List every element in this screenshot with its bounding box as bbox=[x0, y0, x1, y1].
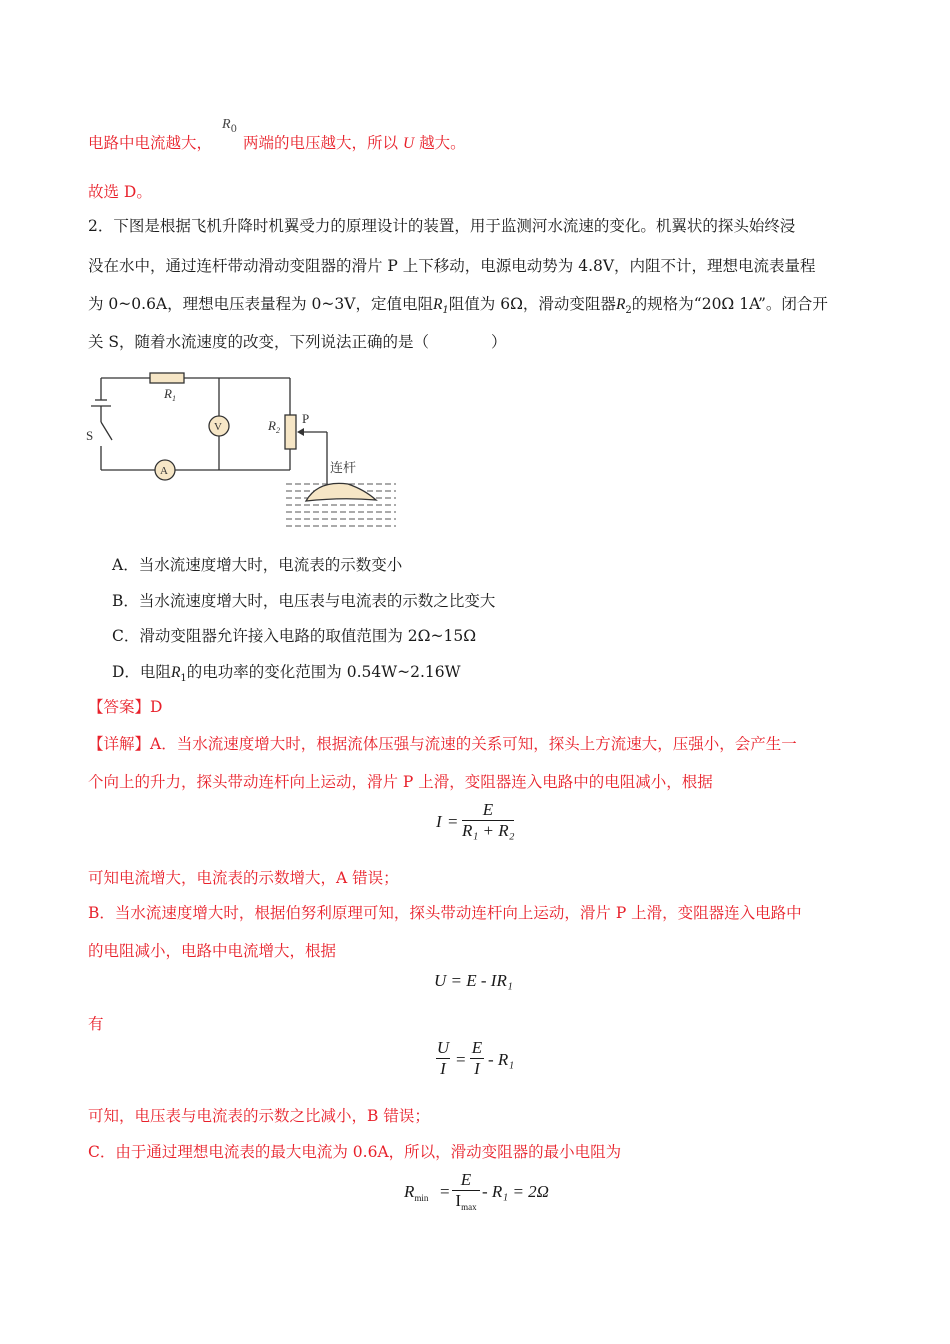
answer-value: D bbox=[150, 698, 163, 716]
answer-line bbox=[88, 695, 162, 717]
explanation-a-line2: 个向上的升力，探头带动连杆向上运动，滑片 P 上滑，变阻器连入电路中的电阻减小，根据 bbox=[88, 773, 713, 791]
explanation-b-line2: 的电阻减小，电路中电流增大，根据 bbox=[88, 942, 337, 960]
explanation-a-line1: 【详解】A．当水流速度增大时，根据流体压强与流速的关系可知，探头上方流速大，压强小，会产生一 bbox=[88, 735, 797, 753]
explanation-a-conclusion: 可知电流增大，电流表的示数增大，A 错误； bbox=[88, 869, 399, 887]
explanation-b-conclusion: 可知，电压表与电流表的示数之比减小，B 错误； bbox=[88, 1107, 430, 1125]
explanation-label: 【详解】 bbox=[88, 735, 151, 753]
formula-ratio: U I = E I - R₁ bbox=[436, 1038, 515, 1078]
option-d[interactable]: D．电阻$R_1$的电功率的变化范围为 0.54W~2.16W bbox=[112, 663, 461, 684]
formula-voltage: U = E - IR₁ bbox=[434, 971, 513, 990]
question-line-3: 为 0~0.6A，理想电压表量程为 0~3V，定值电阻$R_1$阻值为 6Ω，滑动变阻器$R_2$的规格为“20Ω 1A”。闭合开 bbox=[88, 295, 828, 316]
intro-line bbox=[88, 131, 212, 153]
question-line-2: 没在水中，通过连杆带动滑动变阻器的滑片 P 上下移动，电源电动势为 4.8V，内阻不计，理想电流表量程 bbox=[88, 257, 816, 275]
label-rod: 连杆 bbox=[330, 460, 357, 475]
option-c[interactable]: C．滑动变阻器允许接入电路的取值范围为 2Ω~15Ω bbox=[112, 627, 477, 645]
formula-rmin: $R_{min}$ = E $I_{max}$ - R₁ = 2Ω bbox=[404, 1170, 549, 1212]
explanation-c-line1: C．由于通过理想电流表的最大电流为 0.6A，所以，滑动变阻器的最小电阻为 bbox=[88, 1143, 622, 1161]
answer-label: 【答案】 bbox=[88, 698, 151, 716]
question-number: 2． bbox=[88, 217, 114, 235]
option-b[interactable]: B．当水流速度增大时，电压表与电流表的示数之比变大 bbox=[112, 592, 496, 610]
label-r2: $R_2$ bbox=[268, 418, 280, 435]
label-v: V bbox=[214, 421, 222, 433]
explanation-b-line1: B．当水流速度增大时，根据伯努利原理可知，探头带动连杆向上运动，滑片 P 上滑，变阻器连入电路中 bbox=[88, 904, 802, 922]
label-s: S bbox=[86, 428, 94, 443]
label-r1: $R_1$ bbox=[164, 386, 176, 403]
intro-line-rest: 两端的电压越大，所以 U 越大。 bbox=[243, 134, 466, 152]
question-line-4: 关 S，随着水流速度的改变，下列说法正确的是（ ） bbox=[88, 333, 507, 351]
label-p: P bbox=[302, 411, 310, 426]
explanation-b-have: 有 bbox=[88, 1015, 104, 1033]
label-a: A bbox=[160, 465, 168, 477]
question-line-1: 2．下图是根据飞机升降时机翼受力的原理设计的装置，用于监测河水流速的变化。机翼状的探头始终浸 bbox=[88, 217, 796, 235]
intro-text-1: 电路中电流越大， bbox=[88, 134, 213, 152]
circuit-diagram bbox=[80, 360, 410, 535]
r0-symbol: $R_0$ bbox=[222, 117, 237, 135]
option-a[interactable]: A．当水流速度增大时，电流表的示数变小 bbox=[112, 556, 403, 574]
conclusion-d: 故选 D。 bbox=[88, 183, 152, 201]
